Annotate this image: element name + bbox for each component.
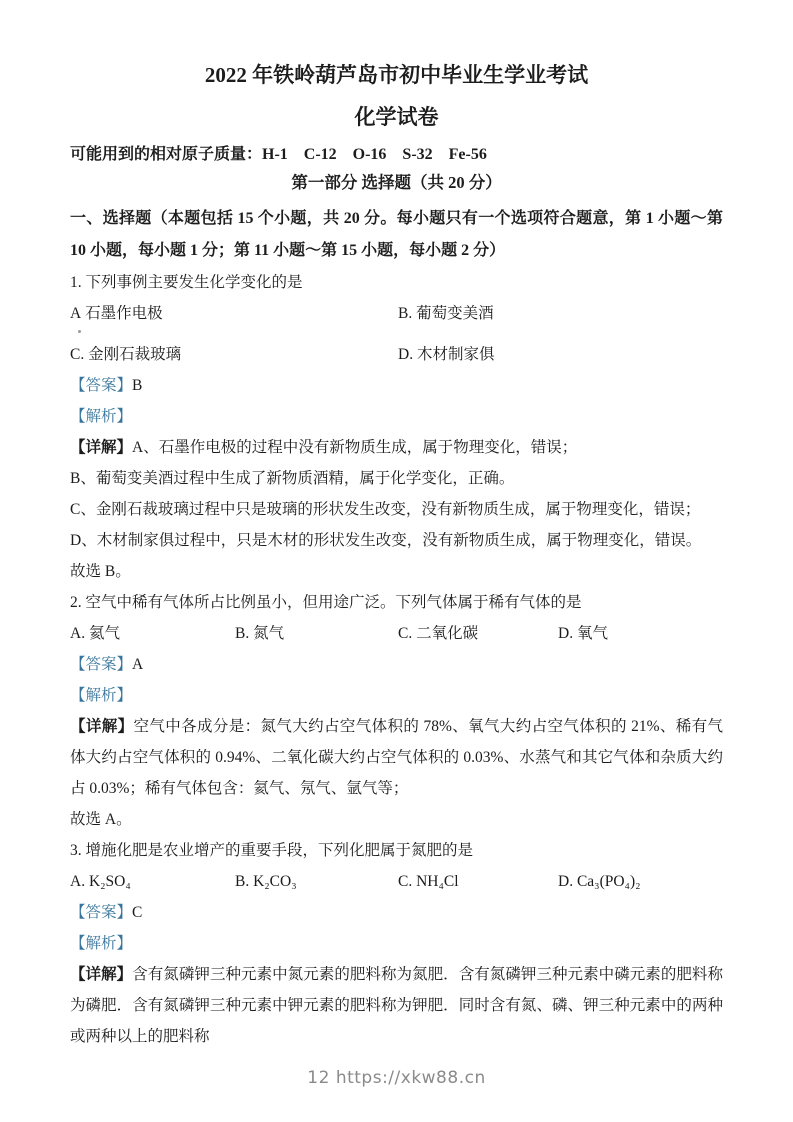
- detail-paragraph: B、葡萄变美酒过程中生成了新物质酒精，属于化学变化，正确。: [70, 470, 515, 487]
- question-stem: 2. 空气中稀有气体所占比例虽小，但用途广泛。下列气体属于稀有气体的是: [70, 594, 582, 611]
- analysis-label: 【解析】: [70, 687, 133, 704]
- question-block-2: [70, 587, 723, 835]
- conclusion-line: 故选 B。: [70, 563, 131, 580]
- analysis-label: 【解析】: [70, 408, 133, 425]
- detail-text: 含有氮磷钾三种元素中氮元素的肥料称为氮肥．含有氮磷钾三种元素中磷元素的肥料称为磷肥．含有氮磷钾三种元素中钾元素的肥料称为钾肥．同时含有氮、磷、钾三种元素中的两种或两种以上的肥料称: [70, 966, 723, 1045]
- option-group: [70, 298, 723, 370]
- detail-paragraph: [70, 711, 723, 804]
- option-c: C. 二氧化碳: [398, 625, 479, 642]
- question-block-1: [70, 267, 723, 587]
- option-c: C. 金刚石裁玻璃: [70, 346, 182, 363]
- option-d: D. Ca₃(PO₄)₂: [558, 873, 641, 890]
- footer-page-info: 12 https://xkw88.cn: [307, 1068, 486, 1088]
- option-group: [70, 866, 723, 897]
- detail-paragraph: [70, 432, 723, 463]
- analysis-label: 【解析】: [70, 935, 133, 952]
- detail-text: 空气中各成分是：氮气大约占空气体积的 78%、氧气大约占空气体积的 21%、稀有气体大约占空气体积的 0.94%、二氧化碳大约占空气体积的 0.03%、水蒸气和其它气体和杂质大约占 0.03%；稀有气体包含：氦气、氖气、氩气等；: [70, 718, 723, 797]
- answer-value: C: [132, 904, 143, 921]
- detail-label: 【详解】: [70, 439, 133, 456]
- option-group: [70, 618, 723, 649]
- option-a: A. K₂SO₄: [70, 873, 131, 890]
- option-b: B. 氮气: [235, 625, 285, 642]
- conclusion-line: 故选 A。: [70, 811, 132, 828]
- part-heading: 第一部分 选择题（共 20 分）: [291, 173, 502, 192]
- section-intro: 一、选择题（本题包括 15 个小题，共 20 分。每小题只有一个选项符合题意，第 1 小题～第 10 小题，每小题 1 分；第 11 小题～第 15 小题，每小题 2 分）: [70, 210, 723, 259]
- option-a: A. 氦气: [70, 625, 120, 642]
- option-a: A 石墨作电极: [70, 305, 163, 322]
- question-stem: 1. 下列事例主要发生化学变化的是: [70, 274, 303, 291]
- option-b: B. 葡萄变美酒: [398, 305, 494, 322]
- question-block-3: [70, 835, 723, 1052]
- analysis-line: [70, 928, 723, 959]
- detail-paragraph: D、木材制家俱过程中，只是木材的形状发生改变，没有新物质生成，属于物理变化，错误。: [70, 532, 702, 549]
- analysis-line: [70, 401, 723, 432]
- option-b: B. K₂CO₃: [235, 873, 297, 890]
- question-stem: 3. 增施化肥是农业增产的重要手段，下列化肥属于氮肥的是: [70, 842, 474, 859]
- detail-label: 【详解】: [70, 718, 134, 735]
- detail-text: A、石墨作电极的过程中没有新物质生成，属于物理变化，错误；: [132, 439, 578, 456]
- print-artifact-speck: [78, 330, 81, 333]
- atomic-mass-note: 可能用到的相对原子质量：H-1 C-12 O-16 S-32 Fe-56: [70, 146, 487, 163]
- detail-label: 【详解】: [70, 966, 133, 983]
- answer-label: 【答案】: [70, 904, 133, 921]
- detail-paragraph: C、金刚石裁玻璃过程中只是玻璃的形状发生改变，没有新物质生成，属于物理变化，错误；: [70, 501, 701, 518]
- answer-value: B: [132, 377, 143, 394]
- detail-paragraph: [70, 959, 723, 1052]
- answer-line: [70, 897, 723, 928]
- answer-label: 【答案】: [70, 377, 133, 394]
- option-d: D. 氧气: [558, 625, 608, 642]
- analysis-line: [70, 680, 723, 711]
- answer-line: [70, 649, 723, 680]
- exam-subtitle: 化学试卷: [354, 105, 439, 129]
- option-d: D. 木材制家俱: [398, 346, 495, 363]
- option-c: C. NH₄Cl: [398, 873, 459, 890]
- answer-label: 【答案】: [70, 656, 133, 673]
- answer-line: [70, 370, 723, 401]
- answer-value: A: [132, 656, 144, 673]
- page-title: 2022 年铁岭葫芦岛市初中毕业生学业考试: [204, 63, 589, 87]
